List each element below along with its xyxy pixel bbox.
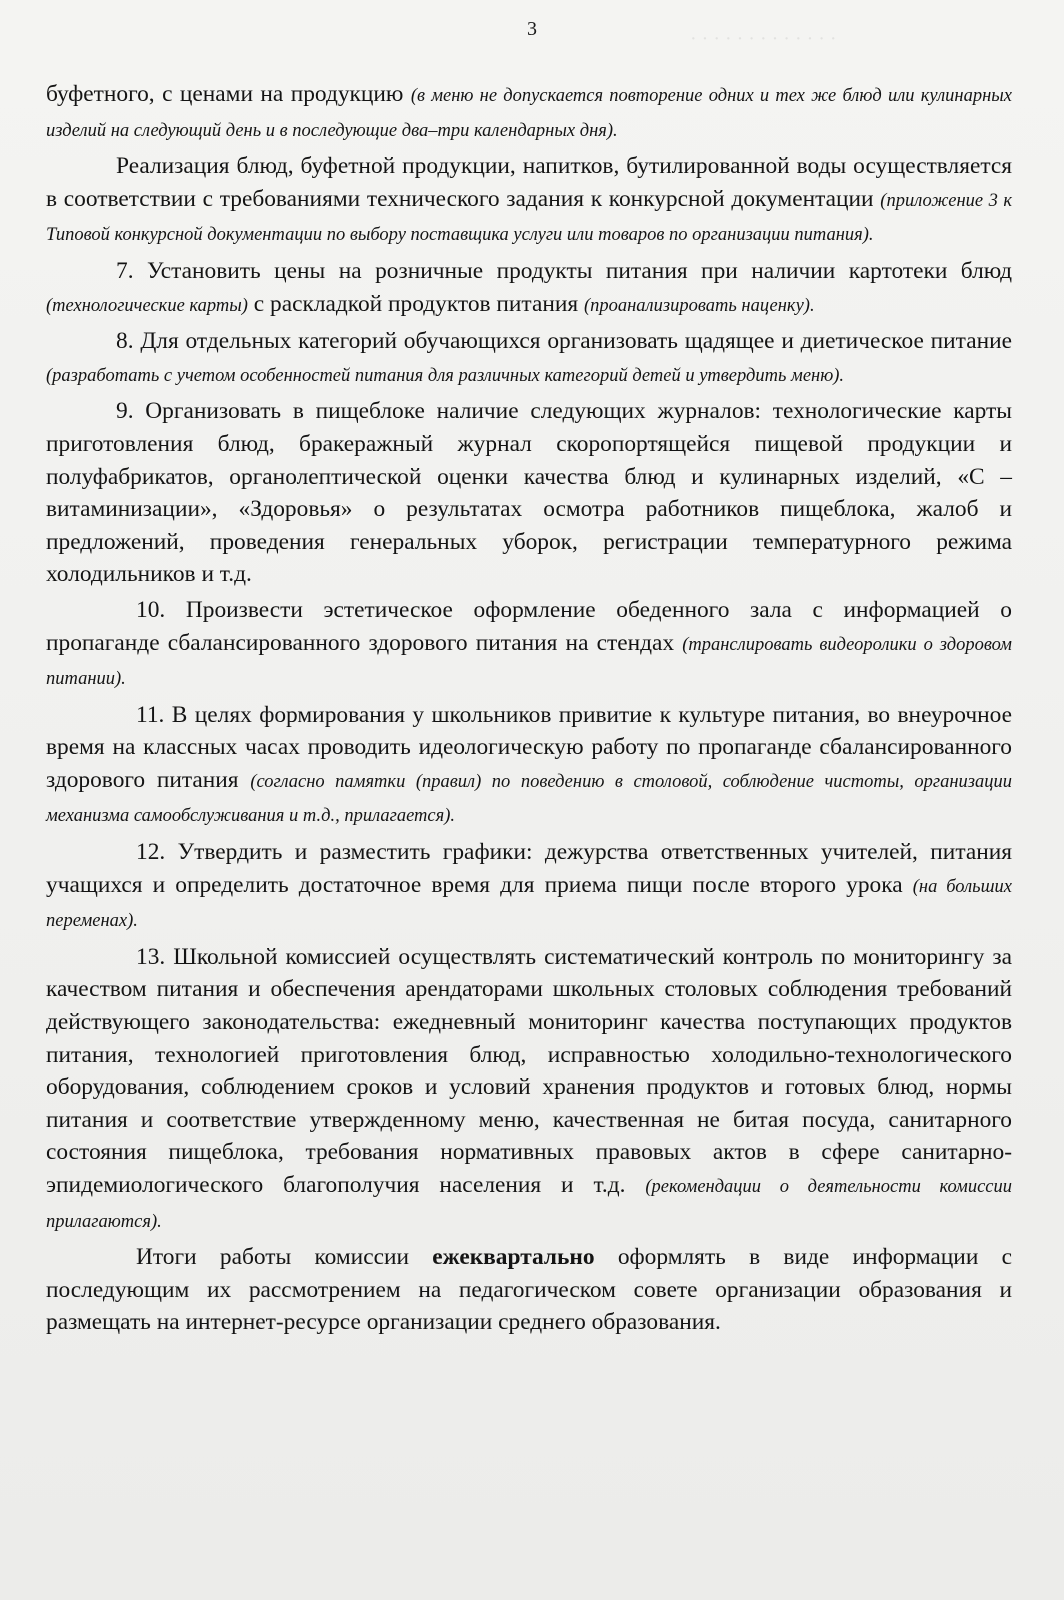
- paragraph-note: (рекомендации о деятельности комиссии прилагаются).: [46, 1177, 1012, 1232]
- paragraph-item-7: [46, 255, 1012, 322]
- paragraph-text: 8. Для отдельных категорий обучающихся организовать щадящее и диетическое питание: [116, 328, 1012, 355]
- paragraph-item-9: [46, 395, 1012, 591]
- page-number: 3: [527, 18, 537, 40]
- paragraph-note: (на больших переменах).: [46, 876, 1012, 932]
- paragraph-item-10: [46, 594, 1012, 696]
- paragraph-bold: ежеквартально: [432, 1244, 595, 1271]
- paragraph-item-11: [46, 699, 1012, 833]
- paragraph-note: (технологические карты): [46, 295, 248, 316]
- paragraph-text: 9. Организовать в пищеблоке наличие следующих журналов: технологические карты приготовления блюд, бракеражный журнал скоропортящейся пищевой продукции и полуфабрикатов, органолептической оценки качества блюд и кулинарных изделий, «С – витаминизации», «Здоровья» о результатах осмотра работников пищеблока, жалоб и предложений, проведения генеральных уборок, регистрации температурного режима холодильников и т.д.: [46, 398, 1012, 588]
- paragraph-tail: оформлять в виде информации с последующим их рассмотрением на педагогическом совете организации образования и размещать на интернет-ресурсе организации среднего образования.: [46, 1244, 1012, 1336]
- paragraph-text: 7. Установить цены на розничные продукты питания при наличии картотеки блюд: [116, 257, 1012, 284]
- paragraph-note: (приложение 3 к Типовой конкурсной документации по выбору поставщика услуги или товаров по организации питания).: [46, 190, 1012, 246]
- paragraph-text: буфетного, с ценами на продукцию: [46, 81, 411, 107]
- paragraph-note: (транслировать видеоролики о здоровом питании).: [46, 634, 1012, 690]
- paragraph-item-13: [46, 941, 1012, 1238]
- paragraph-text: 11. В целях формирования у школьников привитие к культуре питания, во внеурочное время на классных часах проводить идеологическую работу по пропаганде сбалансированного здорового питания: [46, 701, 1012, 793]
- paragraph-item-8: [46, 325, 1012, 392]
- paragraph-note-2: (проанализировать наценку).: [583, 295, 815, 316]
- paragraph-text: 12. Утвердить и разместить графики: дежурства ответственных учителей, питания учащихся и определить достаточное время для приема пищи после второго урока: [46, 839, 1012, 898]
- bleed-through-text: · · · · · · · · · · · · ·: [690, 28, 837, 50]
- paragraph-note: (согласно памятки (правил) по поведению в столовой, соблюдение чистоты, организации механизма самообслуживания и т.д., прилагается).: [46, 771, 1012, 827]
- paragraph-text: 13. Школьной комиссией осуществлять систематический контроль по мониторингу за качеством питания и обеспечения арендаторами школьных столовых соблюдения требований действующего законодательства: ежедневный мониторинг качества поступающих продуктов питания, технологией приготовления блюд, исправностью холодильно-технологического оборудования, соблюдением сроков и условий хранения продуктов и готовых блюд, нормы питания и соответствие утвержденному меню, качественная не битая посуда, санитарного состояния пищеблока, требования нормативных правовых актов в сфере санитарно-эпидемиологического благополучия населения и т.д.: [46, 943, 1012, 1198]
- paragraph-note: (разработать с учетом особенностей питания для различных категорий детей и утвердить меню).: [46, 365, 845, 386]
- paragraph-realization: [46, 150, 1012, 252]
- document-body: [46, 78, 1012, 1339]
- paragraph-tail: с раскладкой продуктов питания: [247, 290, 584, 317]
- paragraph-results: [46, 1241, 1012, 1339]
- paragraph-item-12: [46, 836, 1012, 938]
- paragraph-buffet: [46, 78, 1012, 147]
- paragraph-text: Итоги работы комиссии: [136, 1244, 433, 1271]
- paragraph-note: (в меню не допускается повторение одних и тех же блюд или кулинарных изделий на следующий день и в последующие два–три календарных дня).: [46, 86, 1012, 141]
- paragraph-text: 10. Произвести эстетическое оформление обеденного зала с информацией о пропаганде сбалансированного здорового питания на стендах: [46, 596, 1012, 656]
- paragraph-text: Реализация блюд, буфетной продукции, напитков, бутилированной воды осуществляется в соответствии с требованиями технического задания к конкурсной документации: [46, 153, 1012, 212]
